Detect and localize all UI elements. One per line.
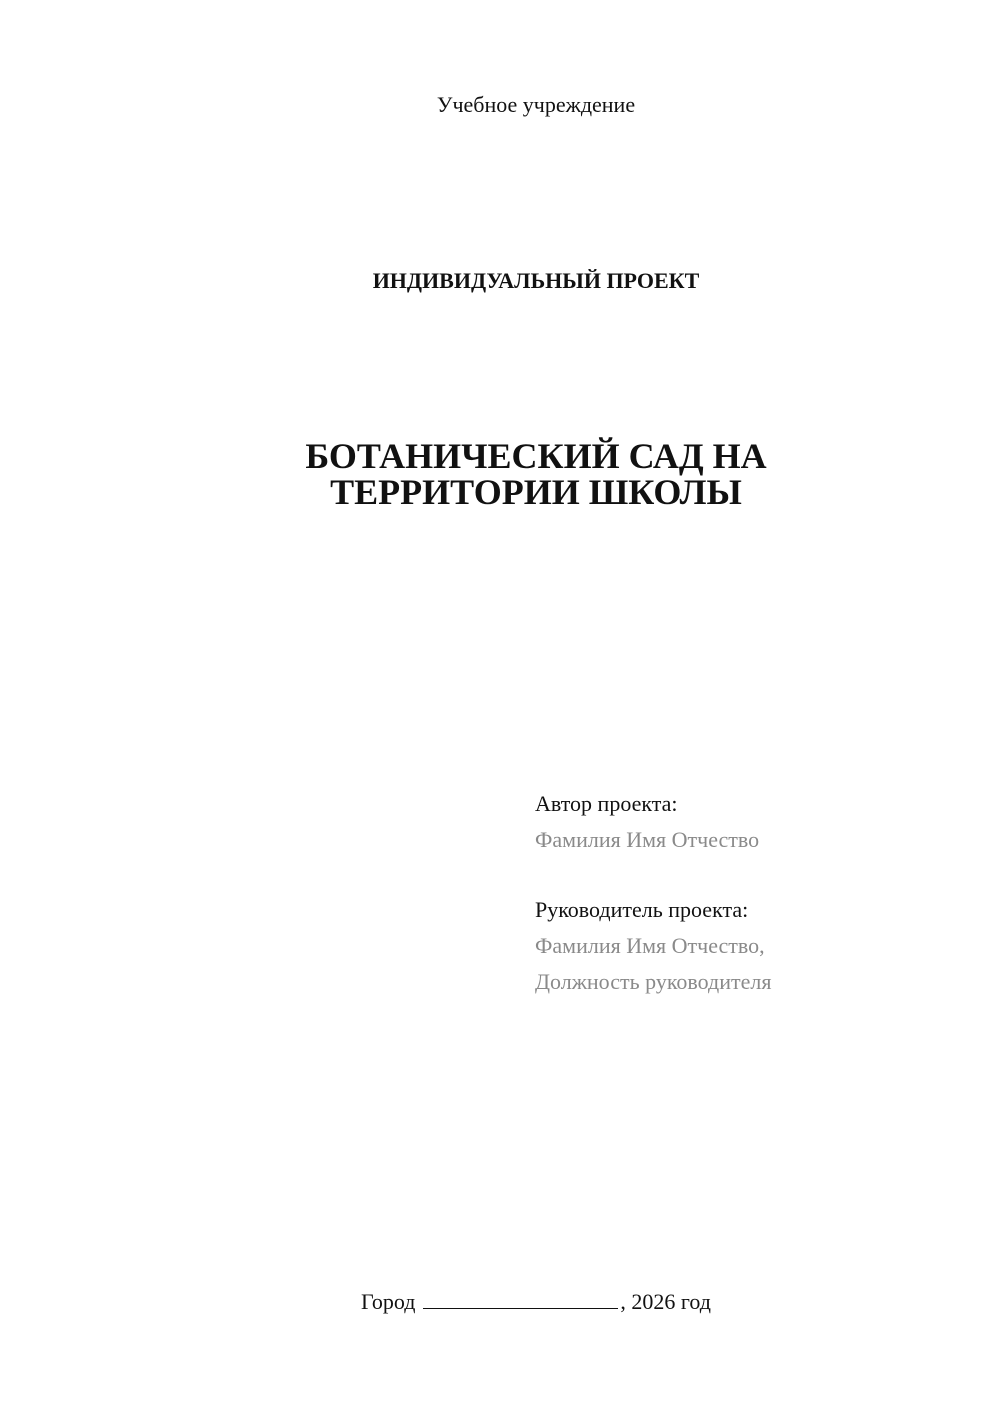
- project-title: [0, 438, 1000, 510]
- project-title-line-2: ТЕРРИТОРИИ ШКОЛЫ: [330, 472, 742, 512]
- supervisor-name: Фамилия Имя Отчество,: [535, 933, 765, 958]
- author-name: Фамилия Имя Отчество: [535, 827, 760, 852]
- year-text: , 2026 год: [620, 1289, 711, 1314]
- city-blank-line: [423, 1288, 618, 1309]
- supervisor-block: [535, 892, 975, 1000]
- author-label: Автор проекта:: [535, 791, 678, 816]
- document-type: ИНДИВИДУАЛЬНЫЙ ПРОЕКТ: [372, 268, 700, 293]
- supervisor-position: Должность руководителя: [535, 969, 772, 994]
- institution-name: Учебное учреждение: [436, 92, 636, 117]
- footer-city-year: [0, 1287, 1000, 1317]
- city-label: Город: [361, 1289, 416, 1314]
- author-block: [535, 786, 975, 858]
- project-title-line-1: БОТАНИЧЕСКИЙ САД НА: [305, 436, 767, 476]
- supervisor-label: Руководитель проекта:: [535, 897, 749, 922]
